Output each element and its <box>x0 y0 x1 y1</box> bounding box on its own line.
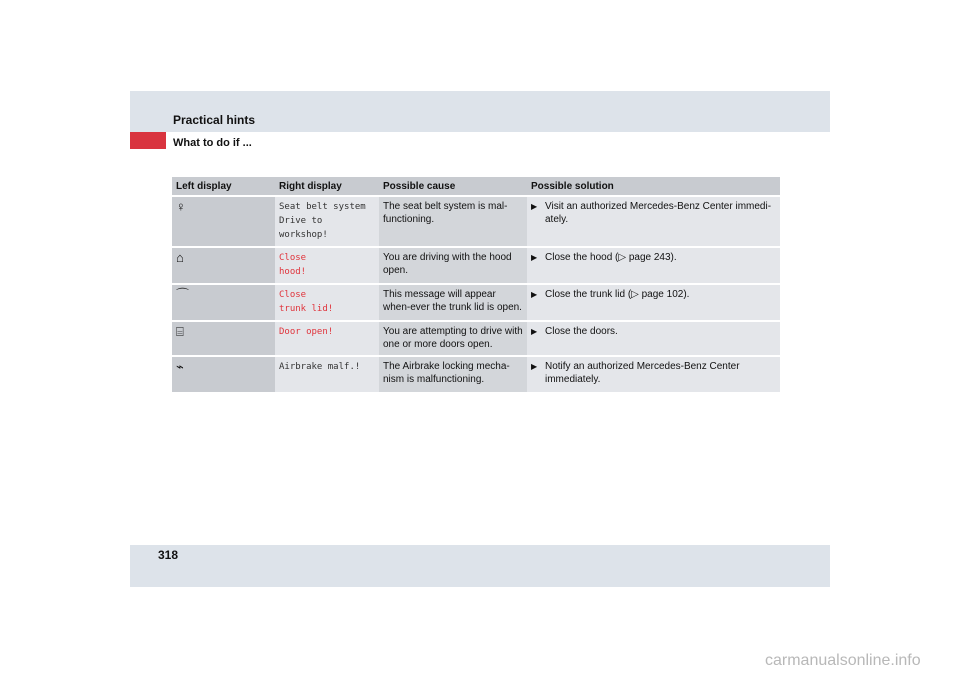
right-display-text: Airbrake malf.! <box>279 362 361 372</box>
table-row <box>172 284 780 321</box>
watermark: carmanualsonline.info <box>765 652 921 669</box>
left-display-cell <box>172 196 275 247</box>
possible-cause-cell: This message will appear when-ever the trunk lid is open. <box>379 284 527 321</box>
right-display-text: Seat belt system Drive to workshop! <box>279 202 366 240</box>
possible-cause-cell: The Airbrake locking mecha-nism is malfunctioning. <box>379 356 527 392</box>
footer-band <box>130 545 830 587</box>
hood-open-icon: ⌂ <box>176 250 184 265</box>
right-display-cell <box>275 196 379 247</box>
table-row <box>172 196 780 247</box>
right-display-cell <box>275 284 379 321</box>
possible-solution-cell <box>527 284 780 321</box>
column-header: Right display <box>275 177 379 196</box>
possible-cause-cell: The seat belt system is mal-functioning. <box>379 196 527 247</box>
possible-solution-cell <box>527 196 780 247</box>
table-row <box>172 356 780 392</box>
page-number: 318 <box>158 548 179 562</box>
door-open-icon: ⌸ <box>176 324 184 339</box>
solution-text: Notify an authorized Mercedes-Benz Center immediately. <box>545 361 740 385</box>
right-display-text: Close hood! <box>279 253 307 277</box>
right-display-cell <box>275 321 379 356</box>
display-messages-table <box>172 177 780 392</box>
section-title: What to do if ... <box>173 137 252 149</box>
column-header: Possible cause <box>379 177 527 196</box>
right-display-text: Close trunk lid! <box>279 290 334 314</box>
bullet-arrow-icon: ▶ <box>531 290 538 299</box>
left-display-cell <box>172 356 275 392</box>
solution-text: Close the doors. <box>545 326 618 337</box>
chapter-title: Practical hints <box>173 113 256 127</box>
solution-text: Close the hood (▷ page 243). <box>545 252 677 263</box>
left-display-cell <box>172 321 275 356</box>
table-row <box>172 321 780 356</box>
trunk-open-icon: ⌒ <box>176 287 190 302</box>
airbrake-icon: ⌁ <box>176 359 184 374</box>
left-display-cell <box>172 247 275 284</box>
solution-text: Close the trunk lid (▷ page 102). <box>545 289 690 300</box>
bullet-arrow-icon: ▶ <box>531 253 538 262</box>
bullet-arrow-icon: ▶ <box>531 202 538 211</box>
right-display-cell <box>275 247 379 284</box>
bullet-arrow-icon: ▶ <box>531 362 538 371</box>
right-display-text: Door open! <box>279 327 334 337</box>
table-row <box>172 247 780 284</box>
possible-solution-cell <box>527 321 780 356</box>
section-marker <box>130 132 166 149</box>
column-header: Possible solution <box>527 177 780 196</box>
possible-solution-cell <box>527 247 780 284</box>
bullet-arrow-icon: ▶ <box>531 327 538 336</box>
solution-text: Visit an authorized Mercedes-Benz Center immedi-ately. <box>545 201 772 225</box>
right-display-cell <box>275 356 379 392</box>
table-header-row <box>172 177 780 196</box>
possible-cause-cell: You are driving with the hood open. <box>379 247 527 284</box>
seat-belt-icon: ♀ <box>176 199 186 214</box>
possible-cause-cell: You are attempting to drive with one or more doors open. <box>379 321 527 356</box>
column-header: Left display <box>172 177 275 196</box>
left-display-cell <box>172 284 275 321</box>
possible-solution-cell <box>527 356 780 392</box>
